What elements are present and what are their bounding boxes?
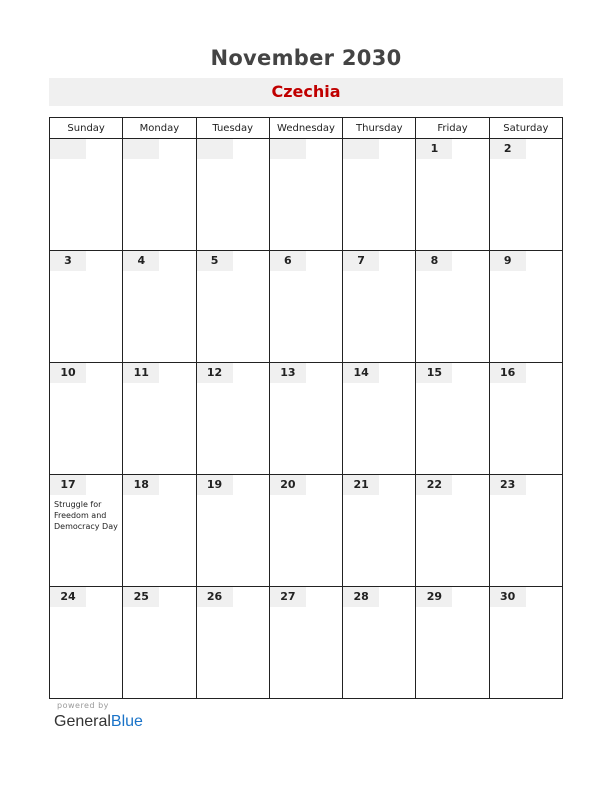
day-cell[interactable] [123,475,196,587]
weekday-header: Monday [123,118,196,139]
day-number: 27 [270,587,306,607]
day-cell[interactable] [50,363,123,475]
day-cell[interactable] [416,475,489,587]
day-number: 11 [123,363,159,383]
day-cell[interactable] [416,139,489,251]
day-number: 3 [50,251,86,271]
week-row [50,475,563,587]
weekday-header: Thursday [343,118,416,139]
day-cell[interactable] [343,363,416,475]
day-number [270,139,306,159]
empty-day-cell[interactable] [343,139,416,251]
day-number: 21 [343,475,379,495]
day-number: 26 [197,587,233,607]
day-number: 13 [270,363,306,383]
day-number: 10 [50,363,86,383]
day-cell[interactable] [489,251,562,363]
empty-day-cell[interactable] [50,139,123,251]
day-cell[interactable] [416,587,489,699]
day-cell[interactable] [489,363,562,475]
day-number [197,139,233,159]
powered-by-label: powered by [57,701,109,710]
empty-day-cell[interactable] [196,139,269,251]
day-cell[interactable] [269,363,342,475]
generalblue-logo[interactable] [54,713,143,731]
weekday-header: Friday [416,118,489,139]
day-number: 16 [490,363,526,383]
day-number: 28 [343,587,379,607]
country-banner: Czechia [49,78,563,106]
day-number: 4 [123,251,159,271]
day-number: 24 [50,587,86,607]
day-number: 18 [123,475,159,495]
calendar-grid [49,117,563,699]
day-number: 6 [270,251,306,271]
day-number: 19 [197,475,233,495]
day-cell[interactable] [123,363,196,475]
day-cell[interactable] [269,587,342,699]
week-row [50,363,563,475]
day-number: 5 [197,251,233,271]
day-number: 29 [416,587,452,607]
weekday-header: Wednesday [269,118,342,139]
day-number: 30 [490,587,526,607]
brand-blue-text: Blue [110,713,143,730]
day-number: 8 [416,251,452,271]
week-row [50,587,563,699]
day-number: 20 [270,475,306,495]
day-number: 2 [490,139,526,159]
day-number: 9 [490,251,526,271]
day-cell[interactable] [416,251,489,363]
week-row [50,251,563,363]
day-number [50,139,86,159]
day-cell[interactable] [196,251,269,363]
holiday-label: Struggle for Freedom and Democracy Day [54,500,118,531]
day-number: 14 [343,363,379,383]
day-cell[interactable] [489,475,562,587]
day-cell[interactable] [50,251,123,363]
day-cell[interactable] [50,587,123,699]
weekday-header: Tuesday [196,118,269,139]
day-number: 17 [50,475,86,495]
weekday-header: Saturday [489,118,562,139]
day-number: 22 [416,475,452,495]
brand-general-text: General [54,713,111,730]
day-cell[interactable] [196,475,269,587]
day-number: 23 [490,475,526,495]
day-cell[interactable] [123,587,196,699]
day-cell[interactable] [196,363,269,475]
day-cell[interactable] [50,475,123,587]
day-number: 15 [416,363,452,383]
day-cell[interactable] [489,139,562,251]
day-cell[interactable] [343,587,416,699]
calendar-title: November 2030 [210,46,402,70]
week-row [50,139,563,251]
day-cell[interactable] [269,475,342,587]
empty-day-cell[interactable] [123,139,196,251]
day-cell[interactable] [343,475,416,587]
weekday-header: Sunday [50,118,123,139]
day-cell[interactable] [123,251,196,363]
day-cell[interactable] [196,587,269,699]
empty-day-cell[interactable] [269,139,342,251]
day-number: 7 [343,251,379,271]
day-number [343,139,379,159]
day-number: 12 [197,363,233,383]
day-cell[interactable] [269,251,342,363]
day-number: 1 [416,139,452,159]
day-number [123,139,159,159]
day-cell[interactable] [343,251,416,363]
weekday-header-row [50,118,563,139]
day-cell[interactable] [416,363,489,475]
day-cell[interactable] [489,587,562,699]
day-number: 25 [123,587,159,607]
